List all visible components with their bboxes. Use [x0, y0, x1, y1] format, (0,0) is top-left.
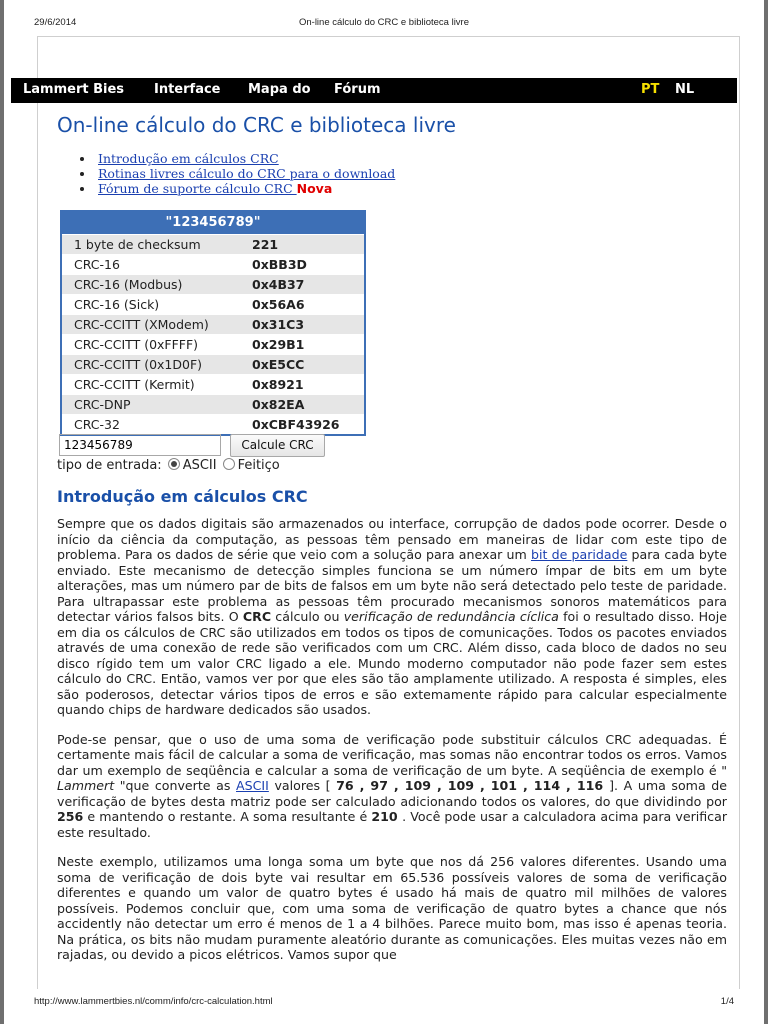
text-run-italic: Lammert	[57, 778, 115, 793]
crc-type-label: CRC-CCITT (XModem)	[74, 317, 209, 332]
crc-type-label: CRC-16 (Sick)	[74, 297, 160, 312]
text-run: e mantendo o restante. A soma resultante é	[83, 809, 372, 824]
page-title: On-line cálculo do CRC e biblioteca livre	[57, 113, 456, 137]
text-run: valores [	[268, 778, 337, 793]
paragraph	[57, 516, 727, 718]
crc-type-label: CRC-16 (Modbus)	[74, 277, 183, 292]
text-run: foi o resultado disso. Hoje em dia os cálculos de CRC são utilizados em todos os tipos de comunicações. Todos os pacotes enviados através de uma conexão de rede são verificados com um CRC. Além disso, cada bloco de dados no seu disco rígido tem um valor CRC ligado a ele. Mundo moderno computador não pode fazer sem estes cálculo do CRC. Então, vamos ver por que eles são tão amplamente utilizado. A resposta é simples, eles são poderosos, detectar vários tipos de erros e são extemamente rápido para calcular especialmente quando chips de hardware dedicados são usados.	[57, 609, 727, 717]
calculate-crc-button[interactable]: Calcule CRC	[230, 434, 325, 457]
crc-value: 0x31C3	[252, 317, 305, 332]
crc-type-label: CRC-CCITT (0x1D0F)	[74, 357, 203, 372]
text-run: Pode-se pensar, que o uso de uma soma de verificação pode substituir cálculos CRC adequadas. É certamente mais fácil de calcular a soma de verificação, mas somas não encontrar todos os erros. Vamos dar um exemplo de seqüência e calcular a soma de verificação de um byte. A seqüência de exemplo é "	[57, 731, 727, 778]
crc-type-label: 1 byte de checksum	[74, 237, 201, 252]
crc-input-field[interactable]: 123456789	[59, 434, 221, 456]
text-run-bold: 210	[371, 809, 403, 824]
toc-item	[80, 151, 395, 166]
table-row	[62, 354, 364, 374]
table-row	[62, 374, 364, 394]
ascii-radio[interactable]	[168, 458, 180, 470]
print-date: 29/6/2014	[34, 17, 77, 28]
parity-bit-link[interactable]: bit de paridade	[530, 547, 628, 562]
crc-type-label: CRC-16	[74, 257, 120, 272]
main-content	[57, 113, 727, 962]
text-run: "que converte as	[114, 778, 237, 793]
ascii-link[interactable]: ASCII	[236, 778, 269, 793]
toc-link-forum[interactable]: Fórum de suporte cálculo CRC	[98, 181, 297, 196]
input-type-label: tipo de entrada:	[57, 458, 162, 473]
crc-table-header: "123456789"	[62, 212, 364, 234]
lang-pt-link[interactable]: PT	[641, 82, 660, 97]
print-page-number: 1/4	[720, 996, 734, 1007]
crc-calculator-form	[59, 434, 739, 458]
hex-radio[interactable]	[223, 458, 235, 470]
crc-value: 0x56A6	[252, 297, 305, 312]
crc-value: 0xCBF43926	[252, 417, 340, 432]
crc-value: 0x29B1	[252, 337, 305, 352]
table-row	[62, 414, 364, 434]
paragraph	[57, 732, 727, 841]
print-url: http://www.lammertbies.nl/comm/info/crc-calculation.html	[34, 996, 273, 1007]
input-type-selector	[57, 458, 280, 473]
text-run-italic: verificação de redundância cíclica	[343, 609, 559, 624]
nav-item-forum[interactable]: Fórum	[334, 82, 381, 97]
crc-results-table	[60, 210, 366, 436]
table-row	[62, 394, 364, 414]
crc-type-label: CRC-32	[74, 417, 120, 432]
toc-item	[80, 166, 395, 181]
text-run-bold: CRC	[242, 609, 272, 624]
print-title: On-line cálculo do CRC e biblioteca livre	[298, 17, 470, 28]
new-badge: Nova	[296, 181, 333, 196]
text-run: para cada byte enviado. Este mecanismo de detecção simples funciona se um número ímpar de bits em um byte alterações, mas um número par de bits de falsos em um byte não será detectado pelo teste de paridade. Para ultrapassar este problema as pessoas têm procurado mecanismos sonoros matemáticos para detectar vários falsos bits. O	[57, 547, 727, 624]
ascii-option-label[interactable]: ASCII	[182, 458, 217, 473]
hex-option-label[interactable]: Feitiço	[237, 458, 280, 473]
table-row	[62, 274, 364, 294]
toc-link-intro[interactable]: Introdução em cálculos CRC	[98, 151, 279, 166]
text-run: . Você pode usar a calculadora acima para verificar este resultado.	[57, 809, 727, 840]
crc-value: 0x4B37	[252, 277, 305, 292]
crc-value: 0xE5CC	[252, 357, 305, 372]
lang-nl-link[interactable]: NL	[675, 82, 695, 97]
paragraph: Neste exemplo, utilizamos uma longa soma um byte que nos dá 256 valores diferentes. Usando uma soma de verificação de dois byte vai resultar em 65.536 possíveis valores de soma de verificação diferentes e quando um valor de quatro bytes é usado há mais de quatro mil milhões de valores possíveis. Podemos concluir que, com uma soma de verificação de quatro bytes a chance que nós accidently não detectar um erro é menos de 1 a 4 bilhões. Parece muito bom, mas isso é apenas teoria. Na prática, os bits não mudam puramente aleatório durante as comunicações. Eles muitas vezes não em rajadas, ou devido a picos elétricos. Vamos supor que	[57, 854, 727, 962]
printed-page	[4, 0, 764, 1024]
section-heading: Introdução em cálculos CRC	[57, 487, 308, 506]
text-run: ]. A uma soma de verificação de bytes desta matriz pode ser calculado adicionando todos os valores, do que dividindo por	[57, 778, 727, 809]
crc-value: 0xBB3D	[252, 257, 307, 272]
crc-type-label: CRC-CCITT (Kermit)	[74, 377, 195, 392]
toc-link-download[interactable]: Rotinas livres cálculo do CRC para o download	[98, 166, 396, 181]
table-row	[62, 334, 364, 354]
table-row	[62, 294, 364, 314]
crc-value: 0x82EA	[252, 397, 305, 412]
nav-item-interface[interactable]: Interface	[154, 82, 221, 97]
text-run: Sempre que os dados digitais são armazenados ou interface, corrupção de dados pode ocorrer. Desde o início da ciência da computação, as pessoas têm pensado em maneiras de lidar com este tipo de problema. Para os dados de série que veio com a solução para anexar um	[57, 516, 727, 562]
nav-item-lammert-bies[interactable]: Lammert Bies	[23, 82, 125, 97]
table-row	[62, 254, 364, 274]
text-run: cálculo ou	[271, 609, 344, 624]
crc-type-label: CRC-CCITT (0xFFFF)	[74, 337, 199, 352]
table-row	[62, 234, 364, 254]
text-run-bold: 256	[57, 809, 84, 824]
text-run-bold: 76 , 97 , 109 , 109 , 101 , 114 , 116	[336, 778, 610, 793]
article-body	[57, 516, 727, 977]
nav-item-mapa-do[interactable]: Mapa do	[248, 82, 311, 97]
crc-value: 221	[252, 237, 279, 252]
toc-item	[80, 181, 395, 196]
top-navbar	[11, 78, 737, 103]
table-row	[62, 314, 364, 334]
table-of-contents	[80, 151, 395, 196]
crc-value: 0x8921	[252, 377, 304, 392]
crc-type-label: CRC-DNP	[74, 397, 131, 412]
